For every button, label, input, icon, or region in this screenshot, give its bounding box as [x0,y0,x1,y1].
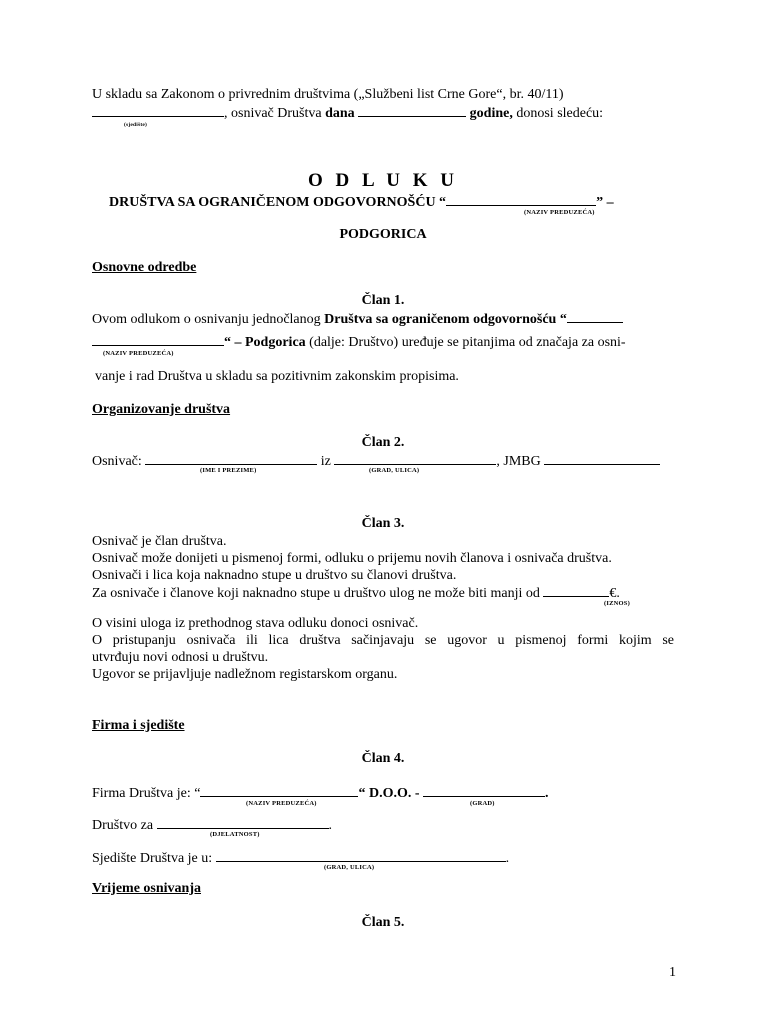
clan-3-line-8: Ugovor se prijavljuje nadležnom registarskom organu. [92,667,398,682]
drustvo-za-label: Društvo za [92,818,157,833]
clan-3-line-1: Osnivač je član društva. [92,534,227,549]
grad-ulica-blank[interactable] [334,452,496,465]
clan-1-dalje: (dalje: Društvo) uređuje se pitanjima od značaja za osni- [305,335,626,350]
intro-osnivac-text: , osnivač Društva [224,106,326,121]
firma-doo: “ D.O.O. - [358,786,424,801]
dana-blank[interactable] [358,104,466,117]
firma-naziv-blank[interactable] [200,784,358,797]
clan-1-quote: “ [556,312,567,327]
drustvo-end: . [328,818,333,833]
section-osnovne-odredbe: Osnovne odredbe [92,260,197,275]
sjediste-grad-blank[interactable] [216,849,506,862]
clan-3-line-7: utvrđuju novi odnosi u društvu. [92,650,269,665]
section-organizovanje: Organizovanje društva [92,402,231,417]
subtitle-naziv-blank[interactable] [446,193,596,206]
iznos-blank[interactable] [543,584,609,597]
clan-1-text: Ovom odlukom o osnivanju jednočlanog [92,312,325,327]
clan-1-heading: Član 1. [361,293,405,308]
clan-3-line-2: Osnivač može donijeti u pismenoj formi, odluku o prijemu novih članova i osnivača društva. [92,551,612,566]
subtitle-end: ” – [596,195,614,210]
sjediste-label: Sjedište Društva je u: [92,851,216,866]
intro-line-2 [92,104,603,122]
clan-3-line-5: O visini uloga iz prethodnog stava odluku donoci osnivač. [92,616,419,631]
clan-3-line-6: O pristupanju osnivača ili lica društva sačinjavaju se ugovor u pismenoj formi kojim se [92,633,674,648]
clan-3-line-3: Osnivači i lica koja naknadno stupe u društvo su članovi društva. [92,568,457,583]
clan-1-podgorica: “ – Podgorica [224,335,306,350]
subtitle-text: DRUŠTVA SA OGRANIČENOM ODGOVORNOŠĆU “ [109,195,447,210]
intro-line-1 [92,86,564,103]
caption-naziv-clan-1: (NAZIV PREDUZEĆA) [103,350,174,357]
clan-3-line-4 [92,584,620,602]
caption-grad-firma: (GRAD) [470,800,495,807]
euro-sign: €. [609,586,620,601]
clan-4-sjediste-line [92,849,509,867]
clan-4-heading: Član 4. [361,751,405,766]
firma-label: Firma Društva je: “ [92,786,201,801]
intro-text: U skladu sa Zakonom o privrednim društvima („Službeni list Crne Gore“, br. 40/11) [92,87,564,102]
clan-2-jmbg: , JMBG [496,454,545,469]
caption-djelatnost: (DJELATNOST) [210,831,260,838]
sjediste-blank[interactable] [92,104,224,117]
city-heading: PODGORICA [339,227,427,242]
caption-grad-ulica-clan-2: (GRAD, ULICA) [369,467,420,474]
clan-1-line-2 [92,333,626,351]
page-number: 1 [669,965,676,980]
clan-2-heading: Član 2. [361,435,405,450]
jmbg-blank[interactable] [544,452,660,465]
clan-1-blank-b[interactable] [92,333,224,346]
section-firma: Firma i sjedište [92,718,185,733]
caption-iznos: (IZNOS) [604,600,630,607]
firma-end: . [545,786,549,801]
clan-1-line-3: vanje i rad Društva u skladu sa pozitivnim zakonskim propisima. [95,369,459,384]
document-title: O D L U K U [307,170,459,191]
ime-prezime-blank[interactable] [145,452,317,465]
intro-dana: dana [325,106,355,121]
intro-godine: godine, [469,106,513,121]
clan-2-iz: iz [317,454,335,469]
caption-ime-prezime: (IME I PREZIME) [200,467,257,474]
clan-5-heading: Član 5. [361,915,405,930]
firma-grad-blank[interactable] [423,784,545,797]
clan-2-osnivac: Osnivač: [92,454,146,469]
clan-3-ulog-text: Za osnivače i članove koji naknadno stupe u društvo ulog ne može biti manji od [92,586,540,601]
clan-1-line-1 [92,310,623,328]
intro-donosi: donosi sledeću: [512,106,604,121]
djelatnost-blank[interactable] [157,816,329,829]
clan-1-blank-a[interactable] [567,310,623,323]
section-vrijeme: Vrijeme osnivanja [92,881,201,896]
clan-1-bold: Društva sa ograničenom odgovornošću [324,312,557,327]
caption-grad-ulica-clan-4: (GRAD, ULICA) [324,864,375,871]
clan-3-heading: Član 3. [361,516,405,531]
caption-sjediste: (sjedište) [124,122,148,128]
caption-naziv-title: (NAZIV PREDUZEĆA) [524,209,595,216]
caption-naziv-firma: (NAZIV PREDUZEĆA) [246,800,317,807]
sjediste-end: . [505,851,510,866]
